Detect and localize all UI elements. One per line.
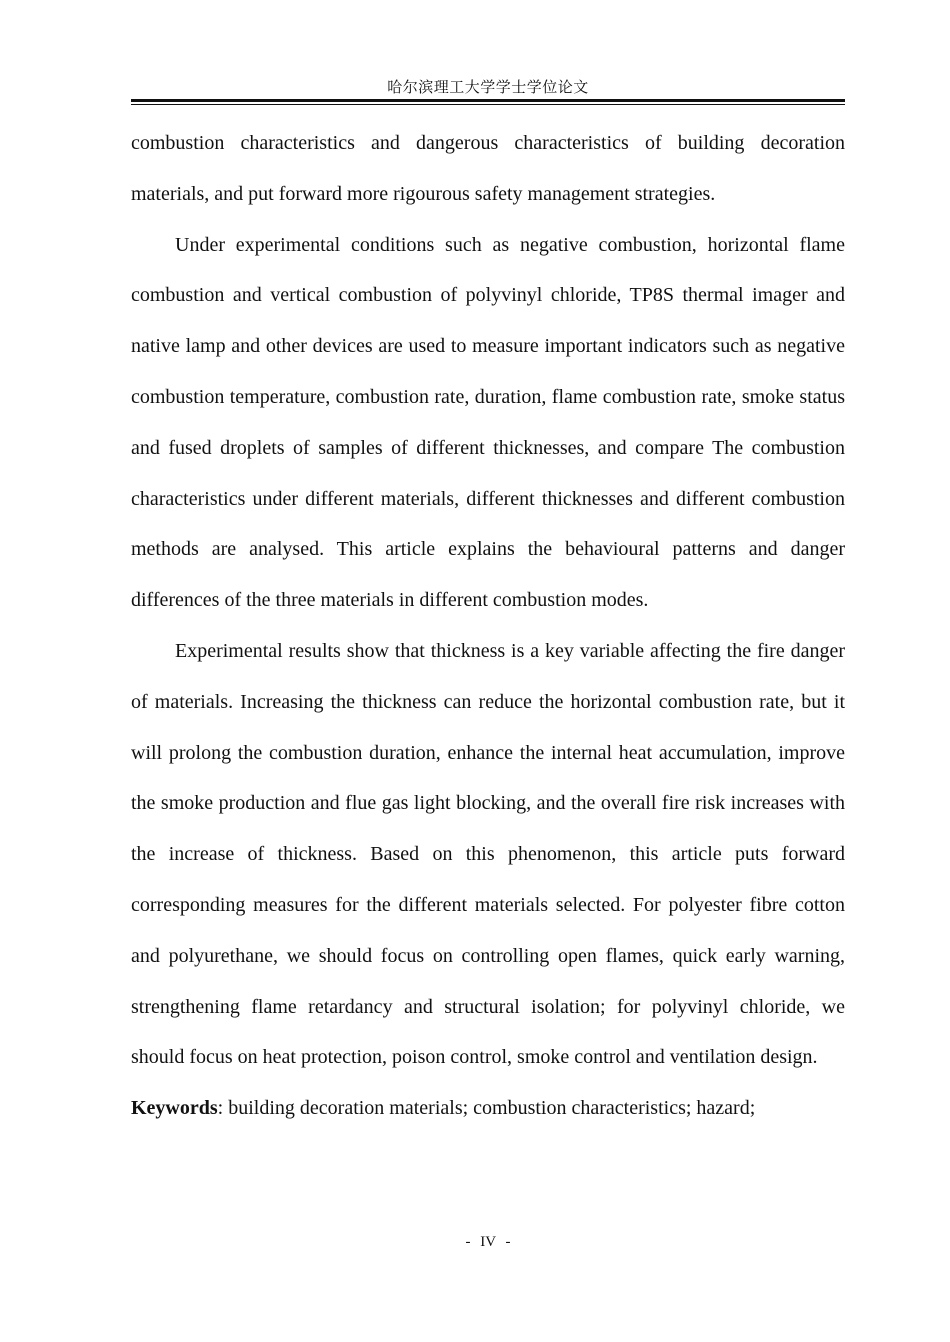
- running-header: 哈尔滨理工大学学士学位论文: [387, 80, 589, 96]
- header-rule-thin: [131, 104, 845, 105]
- keywords-text: : building decoration materials; combustion characteristics; hazard;: [217, 1097, 756, 1120]
- page-number: - IV -: [465, 1234, 511, 1250]
- paragraph-continuation: combustion characteristics and dangerous characteristics of building decoration materials, and put forward more rigourous safety management strategies.: [131, 132, 845, 205]
- header-rule-thick: [131, 99, 845, 102]
- keywords-line: [131, 1083, 845, 1134]
- paragraph-experimental-results: Experimental results show that thickness is a key variable affecting the fire danger of materials. Increasing the thickness can reduce the horizontal combustion rate, but it will prolong the combustion duration, enhance the internal heat accumulation, improve the smoke production and flue gas light blocking, and the overall fire risk increases with the increase of thickness. Based on this phenomenon, this article puts forward corresponding measures for the different materials selected. For polyester fibre cotton and polyurethane, we should focus on controlling open flames, quick early warning, strengthening flame retardancy and structural isolation; for polyvinyl chloride, we should focus on heat protection, poison control, smoke control and ventilation design.: [131, 639, 845, 1069]
- keywords-label: Keywords: [131, 1097, 218, 1120]
- paragraph-experimental-conditions: Under experimental conditions such as negative combustion, horizontal flame combustion and vertical combustion of polyvinyl chloride, TP8S thermal imager and native lamp and other devices are used to measure important indicators such as negative combustion temperature, combustion rate, duration, flame combustion rate, smoke status and fused droplets of samples of different thicknesses, and compare The combustion characteristics under different materials, different thicknesses and different combustion methods are analysed. This article explains the behavioural patterns and danger differences of the three materials in different combustion modes.: [131, 233, 845, 612]
- body-text: [131, 118, 845, 1134]
